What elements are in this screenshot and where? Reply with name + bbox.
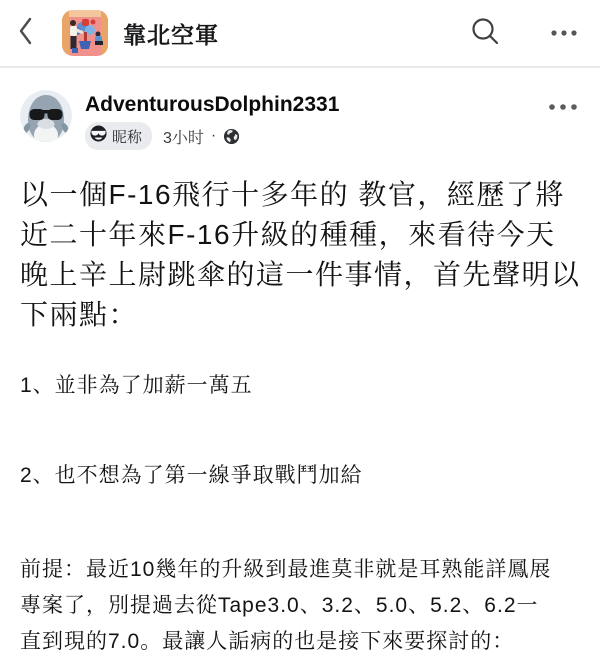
post-text-line: 下兩點： [20, 299, 139, 330]
post-text-line: 以一個F-16飛行十多年的 教官，經歷了將 [20, 179, 565, 210]
post-text-line: 近二十年來F-16升級的種種，來看待今天 [20, 219, 556, 250]
top-nav-bar [0, 0, 600, 68]
post-list-item [20, 368, 580, 404]
search-button[interactable] [470, 16, 500, 51]
post-text-line: 直到現的7.0。最讓人詬病的也是接下來要探討的： [20, 630, 515, 653]
ellipsis-icon [550, 24, 578, 42]
group-app-icon[interactable] [62, 10, 108, 56]
post [0, 68, 600, 660]
post-text-line: 1、並非為了加薪一萬五 [20, 374, 253, 397]
nav-more-button[interactable] [550, 24, 578, 42]
post-more-button[interactable] [548, 90, 578, 116]
post-paragraph [20, 175, 580, 335]
search-icon [470, 16, 500, 51]
post-header [0, 68, 600, 150]
post-meta-row [85, 122, 339, 150]
post-timestamp: 3小时 [163, 129, 204, 147]
nickname-badge-label: 昵称 [112, 128, 143, 146]
author-avatar[interactable] [20, 90, 72, 142]
meta-separator: · [210, 127, 217, 144]
post-text-line: 專案了，別提過去從Tape3.0、3.2、5.0、5.2、6.2一 [20, 594, 539, 617]
back-button[interactable] [16, 16, 44, 50]
author-name[interactable]: AdventurousDolphin2331 [85, 93, 340, 116]
dolphin-sunglasses-avatar-icon [20, 129, 72, 142]
post-text-line: 2、也不想為了第一線爭取戰鬥加給 [20, 464, 363, 487]
post-paragraph [20, 552, 580, 660]
sunglasses-face-icon [90, 125, 107, 147]
nickname-badge[interactable] [85, 122, 152, 150]
page-title: 靠北空軍 [123, 21, 219, 48]
ellipsis-icon [548, 98, 578, 115]
post-body [0, 150, 600, 660]
post-text-line: 前提：最近10幾年的升級到最進莫非就是耳熟能詳鳳展 [20, 558, 552, 581]
chevron-left-icon [16, 16, 34, 51]
globe-icon [223, 128, 240, 145]
post-text-line: 晚上辛上尉跳傘的這一件事情，首先聲明以 [20, 259, 581, 290]
post-list-item [20, 458, 580, 494]
